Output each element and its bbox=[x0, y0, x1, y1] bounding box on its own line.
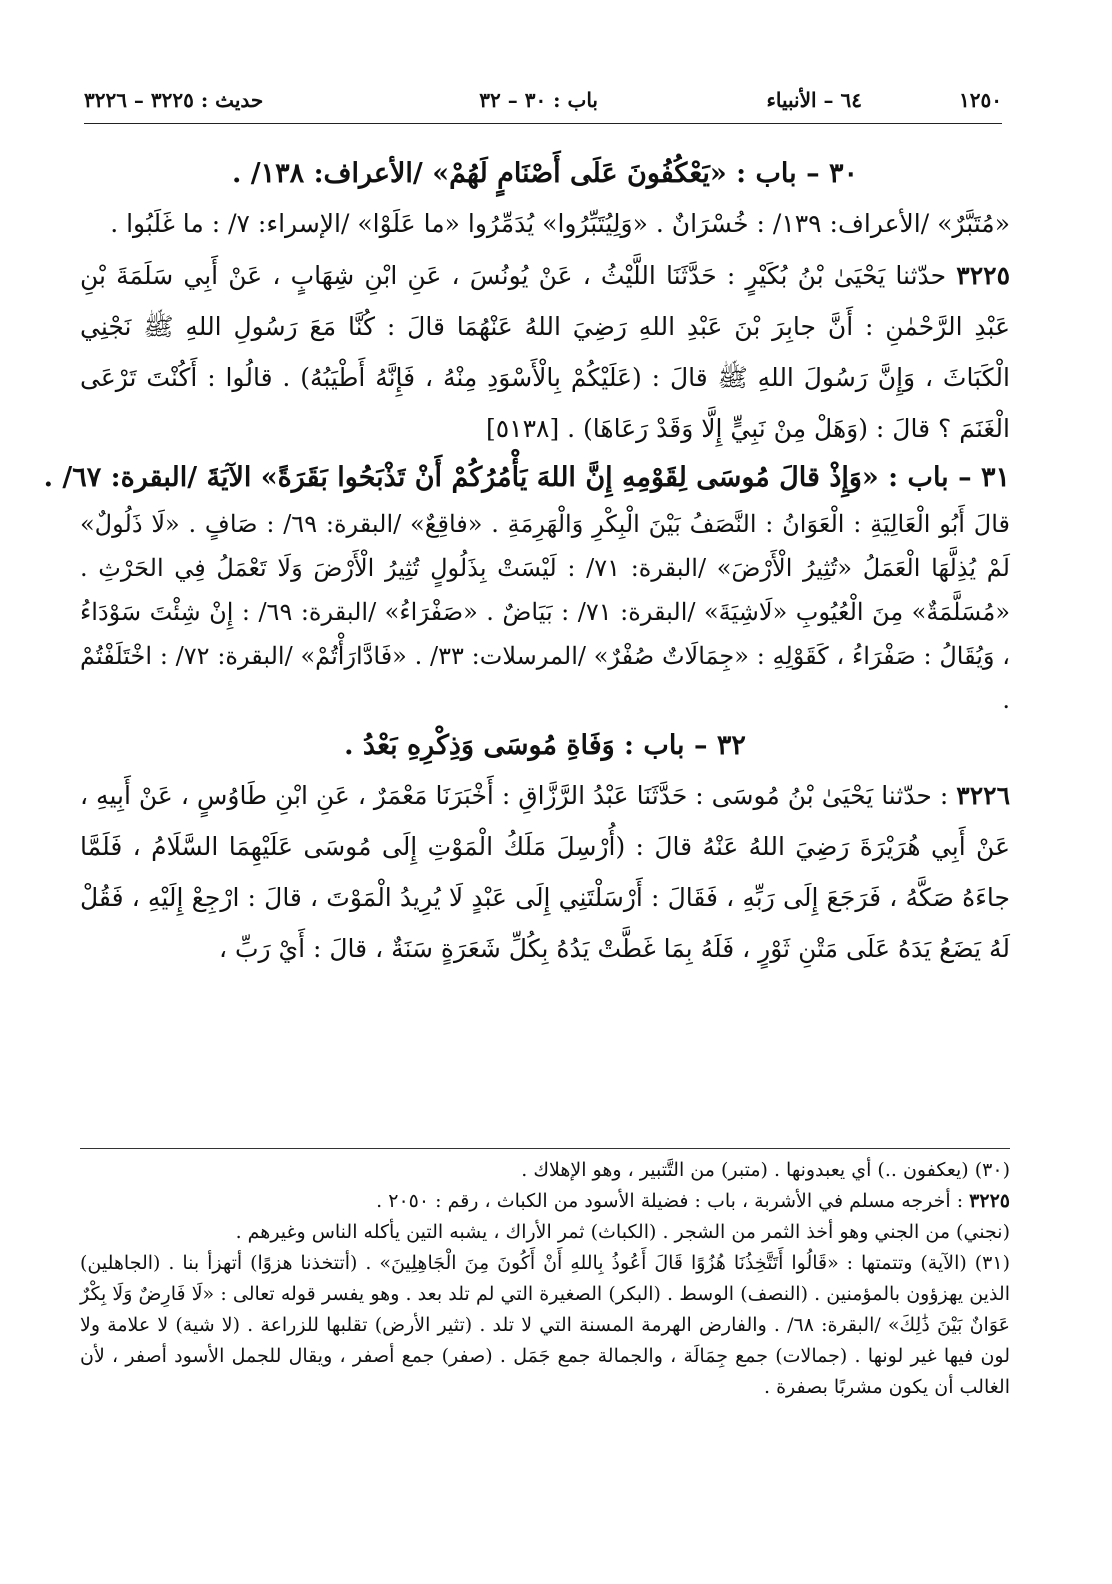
main-text bbox=[43, 150, 1011, 974]
hadith-3226 bbox=[80, 770, 1010, 974]
chapter-title: ٦٤ – الأنبياء bbox=[766, 88, 862, 112]
bab-31-text: قالَ أَبُو الْعَالِيَةِ : الْعَوَانُ : النَّصَفُ بَيْنَ الْبِكْرِ وَالْهَرِمَةِ . «فاقِعٌ» /البقرة: ٦٩/ : صَافٍ . «لَا ذَلُولٌ» لَمْ يُذِلَّهَا الْعَمَلُ «تُثِيرُ الْأَرْضَ» /البقرة: ٧١/ : لَيْسَتْ بِذَلُولٍ تُثِيرُ الْأَرْضَ وَلَا تَعْمَلُ فِي الحَرْثِ . «مُسَلَّمَةٌ» مِنَ الْعُيُوبِ «لَاشِيَةَ» /البقرة: ٧١/ : بَيَاضٌ . «صَفْرَاءُ» /البقرة: ٦٩/ : إِنْ شِئْتَ سَوْدَاءُ ، وَيُقَالُ : صَفْرَاءُ ، كَقَوْلِهِ : «جِمَالَاتٌ صُفْرٌ» /المرسلات: ٣٣/ . «فَادَّارَأْتُمْ» /البقرة: ٧٢/ : اخْتَلَفْتُمْ . bbox=[80, 510, 1011, 714]
hadith-range: حديث : ٣٢٢٥ – ٣٢٢٦ bbox=[84, 88, 264, 112]
footnote-3225 bbox=[80, 1186, 1010, 1217]
footnote-3225-text: : أخرجه مسلم في الأشربة ، باب : فضيلة الأسود من الكباث ، رقم : ٢٠٥٠ . bbox=[376, 1190, 970, 1212]
running-header bbox=[84, 80, 1002, 120]
footnote-30: (٣٠) (يعكفون ..) أي يعبدونها . (متبر) من التَّتبير ، وهو الإهلاك . bbox=[521, 1159, 1010, 1181]
footnote-divider bbox=[80, 1148, 1010, 1149]
footnote-31: (٣١) (الآية) وتتمتها : «قَالُوا أَتَتَّخِذُنَا هُزُوًا قَالَ أَعُوذُ بِاللهِ أَنْ أَكُونَ مِنَ الْجَاهِلِينَ» . (أتتخذنا هزوًا) أتهزأ بنا . (الجاهلين) الذين يهزؤون بالمؤمنين . (النصف) الوسط . (البكر) الصغيرة التي لم تلد بعد . وهو يفسر قوله تعالى : «لَا فَارِضٌ وَلَا بِكْرٌ عَوَانٌ بَيْنَ ذَٰلِكَ» /البقرة: ٦٨/ . والفارض الهرمة المسنة التي لا تلد . (تثير الأرض) تقلبها للزراعة . (لا شية) لا علامة ولا لون فيها غير لونها . (جمالات) جمع جِمَالَة ، والجمالة جمع جَمَل . (صفر) جمع أصفر ، ويقال للجمل الأسود أصفر ، لأن الغالب أن يكون مشربًا بصفرة . bbox=[80, 1252, 1010, 1398]
hadith-3226-number: ٣٢٢٦ bbox=[956, 781, 1010, 810]
footnote-3225-gloss: (نجني) من الجني وهو أخذ الثمر من الشجر . (الكباث) ثمر الأراك ، يشبه التين يأكله الناس وغيرهم . bbox=[235, 1221, 1010, 1243]
bab-30-gloss: «مُتَبَّرٌ» /الأعراف: ١٣٩/ : خُسْرَانٌ . «وَلِيُتَبِّرُوا» يُدَمِّرُوا «ما عَلَوْا» /الإسراء: ٧/ : ما غَلَبُوا . bbox=[110, 209, 1010, 238]
hadith-3225-number: ٣٢٢٥ bbox=[956, 261, 1010, 290]
bab-30-heading: ٣٠ – باب : «يَعْكُفُونَ عَلَى أَصْنَامٍ لَهُمْ» /الأعراف: ١٣٨/ . bbox=[231, 158, 858, 189]
hadith-3226-text: : حدّثنا يَحْيَىٰ بْنُ مُوسَى : حَدَّثَنَا عَبْدُ الرَّزَّاقِ : أَخْبَرَنَا مَعْمَرٌ ، عَنِ ابْنِ طَاوُسٍ ، عَنْ أَبِيهِ ، عَنْ أَبِي هُرَيْرَةَ رَضِيَ اللهُ عَنْهُ قالَ : (أُرْسِلَ مَلَكُ الْمَوْتِ إِلَى مُوسَى عَلَيْهِمَا السَّلَامُ ، فَلَمَّا جاءَهُ صَكَّهُ ، فَرَجَعَ إِلَى رَبِّهِ ، فَقَالَ : أَرْسَلْتَنِي إِلَى عَبْدٍ لَا يُرِيدُ الْمَوْتَ ، قالَ : ارْجِعْ إِلَيْهِ ، فَقُلْ لَهُ يَضَعُ يَدَهُ عَلَى مَتْنِ ثَوْرٍ ، فَلَهُ بِمَا غَطَّتْ يَدُهُ بِكُلِّ شَعَرَةٍ سَنَةٌ ، قالَ : أَيْ رَبِّ ، bbox=[80, 781, 1010, 963]
bab-31-heading: ٣١ – باب : «وَإِذْ قالَ مُوسَى لِقَوْمِهِ إِنَّ اللهَ يَأْمُرُكُمْ أَنْ تَذْبَحُوا بَقَرَةً» الآيَةَ /البقرة: ٦٧/ . bbox=[43, 462, 1010, 493]
hadith-3225-text: حدّثنا يَحْيَىٰ بْنُ بُكَيْرٍ : حَدَّثَنَا اللَّيْثُ ، عَنْ يُونُسَ ، عَنِ ابْنِ شِهَابٍ ، عَنْ أَبِي سَلَمَةَ بْنِ عَبْدِ الرَّحْمٰنِ : أَنَّ جابِرَ بْنَ عَبْدِ اللهِ رَضِيَ اللهُ عَنْهُمَا قالَ : كُنَّا مَعَ رَسُولِ اللهِ ﷺ نَجْنِي الْكَبَاثَ ، وَإِنَّ رَسُولَ اللهِ ﷺ قالَ : (عَلَيْكُمْ بِالْأَسْوَدِ مِنْهُ ، فَإِنَّهُ أَطْيَبُهُ) . قالُوا : أَكُنْتَ تَرْعَى الْغَنَمَ ؟ قالَ : (وَهَلْ مِنْ نَبِيٍّ إِلَّا وَقَدْ رَعَاهَا) . [٥١٣٨] bbox=[80, 261, 1010, 443]
bab-range: باب : ٣٠ – ٣٢ bbox=[479, 88, 598, 112]
bab-32-heading: ٣٢ – باب : وَفَاةِ مُوسَى وَذِكْرِهِ بَعْدُ . bbox=[344, 730, 746, 761]
footnotes bbox=[80, 1155, 1010, 1403]
footnote-3225-number: ٣٢٢٥ bbox=[969, 1190, 1010, 1212]
header-divider bbox=[84, 123, 1002, 124]
page-number: ١٢٥٠ bbox=[959, 88, 1002, 112]
hadith-3225 bbox=[80, 250, 1010, 454]
